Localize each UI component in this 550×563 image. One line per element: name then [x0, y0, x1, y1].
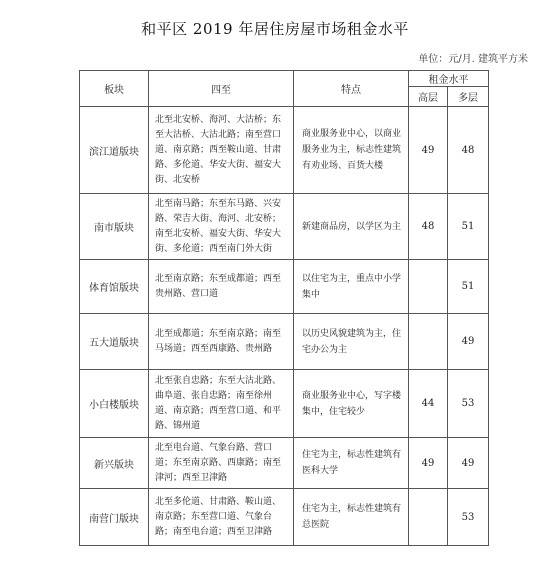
- rent-multi-story: 49: [448, 438, 489, 489]
- rent-multi-story: 49: [448, 314, 489, 370]
- rent-table: [79, 70, 489, 546]
- rent-high-rise: [409, 314, 448, 370]
- block-features: 以住宅为主，重点中小学集中: [294, 260, 409, 314]
- block-name: 小白楼版块: [80, 370, 149, 438]
- block-features: 商业服务业中心，以商业服务业为主，标志性建筑有劝业场、百货大楼: [294, 107, 409, 194]
- block-features: 商业服务业中心，写字楼集中，住宅较少: [294, 370, 409, 438]
- block-bounds: 北至张自忠路；东至大沽北路、曲阜道、张自忠路；南至徐州道、南京路；西至营口道、和平路、锦州道: [149, 370, 294, 438]
- rent-high-rise: 49: [409, 107, 448, 194]
- header-rent-level: 租金水平: [409, 71, 489, 87]
- rent-high-rise: [409, 489, 448, 546]
- rent-multi-story: 51: [448, 194, 489, 260]
- table-row: [80, 489, 489, 546]
- block-bounds: 北至南京路；东至成都道；西至贵州路、营口道: [149, 260, 294, 314]
- header-high-rise: 高层: [409, 87, 448, 107]
- rent-high-rise: 44: [409, 370, 448, 438]
- header-block: 板块: [80, 71, 149, 107]
- header-multi-story: 多层: [448, 87, 489, 107]
- table-row: [80, 438, 489, 489]
- table-row: [80, 194, 489, 260]
- block-bounds: 北至南马路；东至东马路、兴安路、荣吉大街、海河、北安桥；南至北安桥、福安大街、华安大街、多伦道；西至南门外大街: [149, 194, 294, 260]
- header-features: 特点: [294, 71, 409, 107]
- rent-multi-story: 53: [448, 489, 489, 546]
- rent-multi-story: 48: [448, 107, 489, 194]
- block-features: 住宅为主，标志性建筑有总医院: [294, 489, 409, 546]
- block-name: 滨江道版块: [80, 107, 149, 194]
- block-name: 南市版块: [80, 194, 149, 260]
- block-features: 住宅为主，标志性建筑有医科大学: [294, 438, 409, 489]
- block-name: 南营门版块: [80, 489, 149, 546]
- block-name: 新兴版块: [80, 438, 149, 489]
- table-row: [80, 314, 489, 370]
- block-features: 以历史风貌建筑为主，住宅办公为主: [294, 314, 409, 370]
- unit-note: 单位：元/月. 建筑平方米: [418, 54, 528, 65]
- rent-high-rise: 48: [409, 194, 448, 260]
- rent-multi-story: 53: [448, 370, 489, 438]
- table-row: [80, 107, 489, 194]
- block-bounds: 北至北安桥、海河、大沽桥；东至大沽桥、大沽北路；南至营口道、南京路；西至鞍山道、甘肃路、多伦道、华安大街、福安大街、北安桥: [149, 107, 294, 194]
- table-row: [80, 370, 489, 438]
- table-row: [80, 260, 489, 314]
- block-name: 体育馆版块: [80, 260, 149, 314]
- block-bounds: 北至多伦道、甘肃路、鞍山道、南京路；东至营口道、气象台路；南至电台道；西至卫津路: [149, 489, 294, 546]
- header-bounds: 四至: [149, 71, 294, 107]
- block-name: 五大道版块: [80, 314, 149, 370]
- block-features: 新建商品房，以学区为主: [294, 194, 409, 260]
- block-bounds: 北至电台道、气象台路、营口道；东至南京路、西康路；南至津河；西至卫津路: [149, 438, 294, 489]
- document-title: 和平区 2019 年居住房屋市场租金水平: [141, 20, 409, 38]
- rent-high-rise: 49: [409, 438, 448, 489]
- rent-high-rise: [409, 260, 448, 314]
- block-bounds: 北至成都道；东至南京路；南至马场道；西至西康路、贵州路: [149, 314, 294, 370]
- rent-multi-story: 51: [448, 260, 489, 314]
